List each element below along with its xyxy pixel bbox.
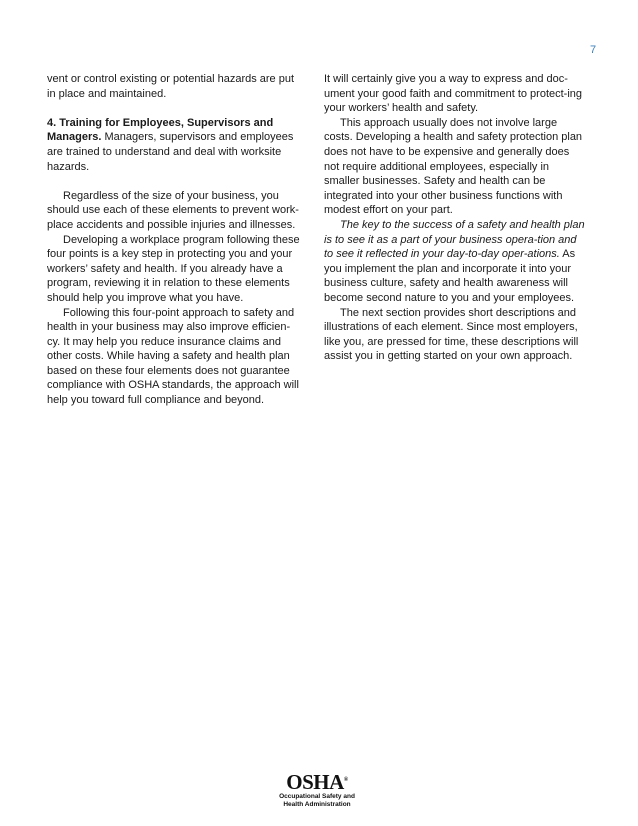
left-column: [47, 72, 302, 408]
right-paragraph-3: [324, 218, 586, 306]
right-column: [324, 72, 586, 364]
registered-mark: ®: [343, 777, 348, 783]
left-paragraph-1: vent or control existing or potential hazards are put in place and maintained.: [47, 73, 295, 100]
left-paragraph-3: Regardless of the size of your business, you should use each of these elements to prevent work-place accidents and possible injuries and illnesses.: [47, 189, 299, 231]
osha-wordmark: [257, 769, 377, 793]
right-paragraph-2: This approach usually does not involve large costs. Developing a health and safety protection plan does not have to be expensive and generally does not require additional employees, especially in smaller businesses. Safety and health can be integrated into your other business functions with modest effort on your part.: [324, 116, 583, 217]
agency-name-line-2: Health Administration: [283, 801, 351, 808]
osha-wordmark-text: OSHA: [286, 770, 344, 794]
osha-logo: [257, 769, 377, 809]
right-paragraph-4: The next section provides short descriptions and illustrations of each element. Since most employers, like you, are pressed for time, these descriptions will assist you in getting started on your own approach.: [324, 306, 579, 363]
left-paragraph-2: [47, 116, 302, 174]
training-heading: 4. Training for Employees, Supervisors and Managers.: [47, 116, 274, 144]
left-paragraph-4: Developing a workplace program following these four points is a key step in protecting you and your workers’ safety and health. If you already have a program, reviewing it in relation to these elements should help you improve what you have.: [47, 233, 300, 304]
training-body: Managers, supervisors and employees are trained to understand and deal with worksite hazards.: [47, 131, 294, 173]
right-paragraph-1: It will certainly give you a way to express and doc-ument your good faith and commitment to protect-ing your workers’ health and safety.: [324, 73, 583, 115]
agency-name-line-1: Occupational Safety and: [279, 793, 355, 800]
left-paragraph-5: Following this four-point approach to safety and health in your business may also improve efficien-cy. It may help you reduce insurance claims and other costs. While having a safety and health plan based on these four elements does not guarantee compliance with OSHA standards, the approach will help you toward full compliance and beyond.: [47, 306, 299, 407]
key-to-success-body: As you implement the plan and incorporate it into your business culture, safety and health awareness will become second nature to you and your employees.: [324, 248, 576, 304]
key-to-success-italic: The key to the success of a safety and health plan is to see it as a part of your business opera-tion and to see it reflected in your day-to-day oper-ations.: [324, 218, 585, 261]
page-number: 7: [590, 44, 597, 56]
